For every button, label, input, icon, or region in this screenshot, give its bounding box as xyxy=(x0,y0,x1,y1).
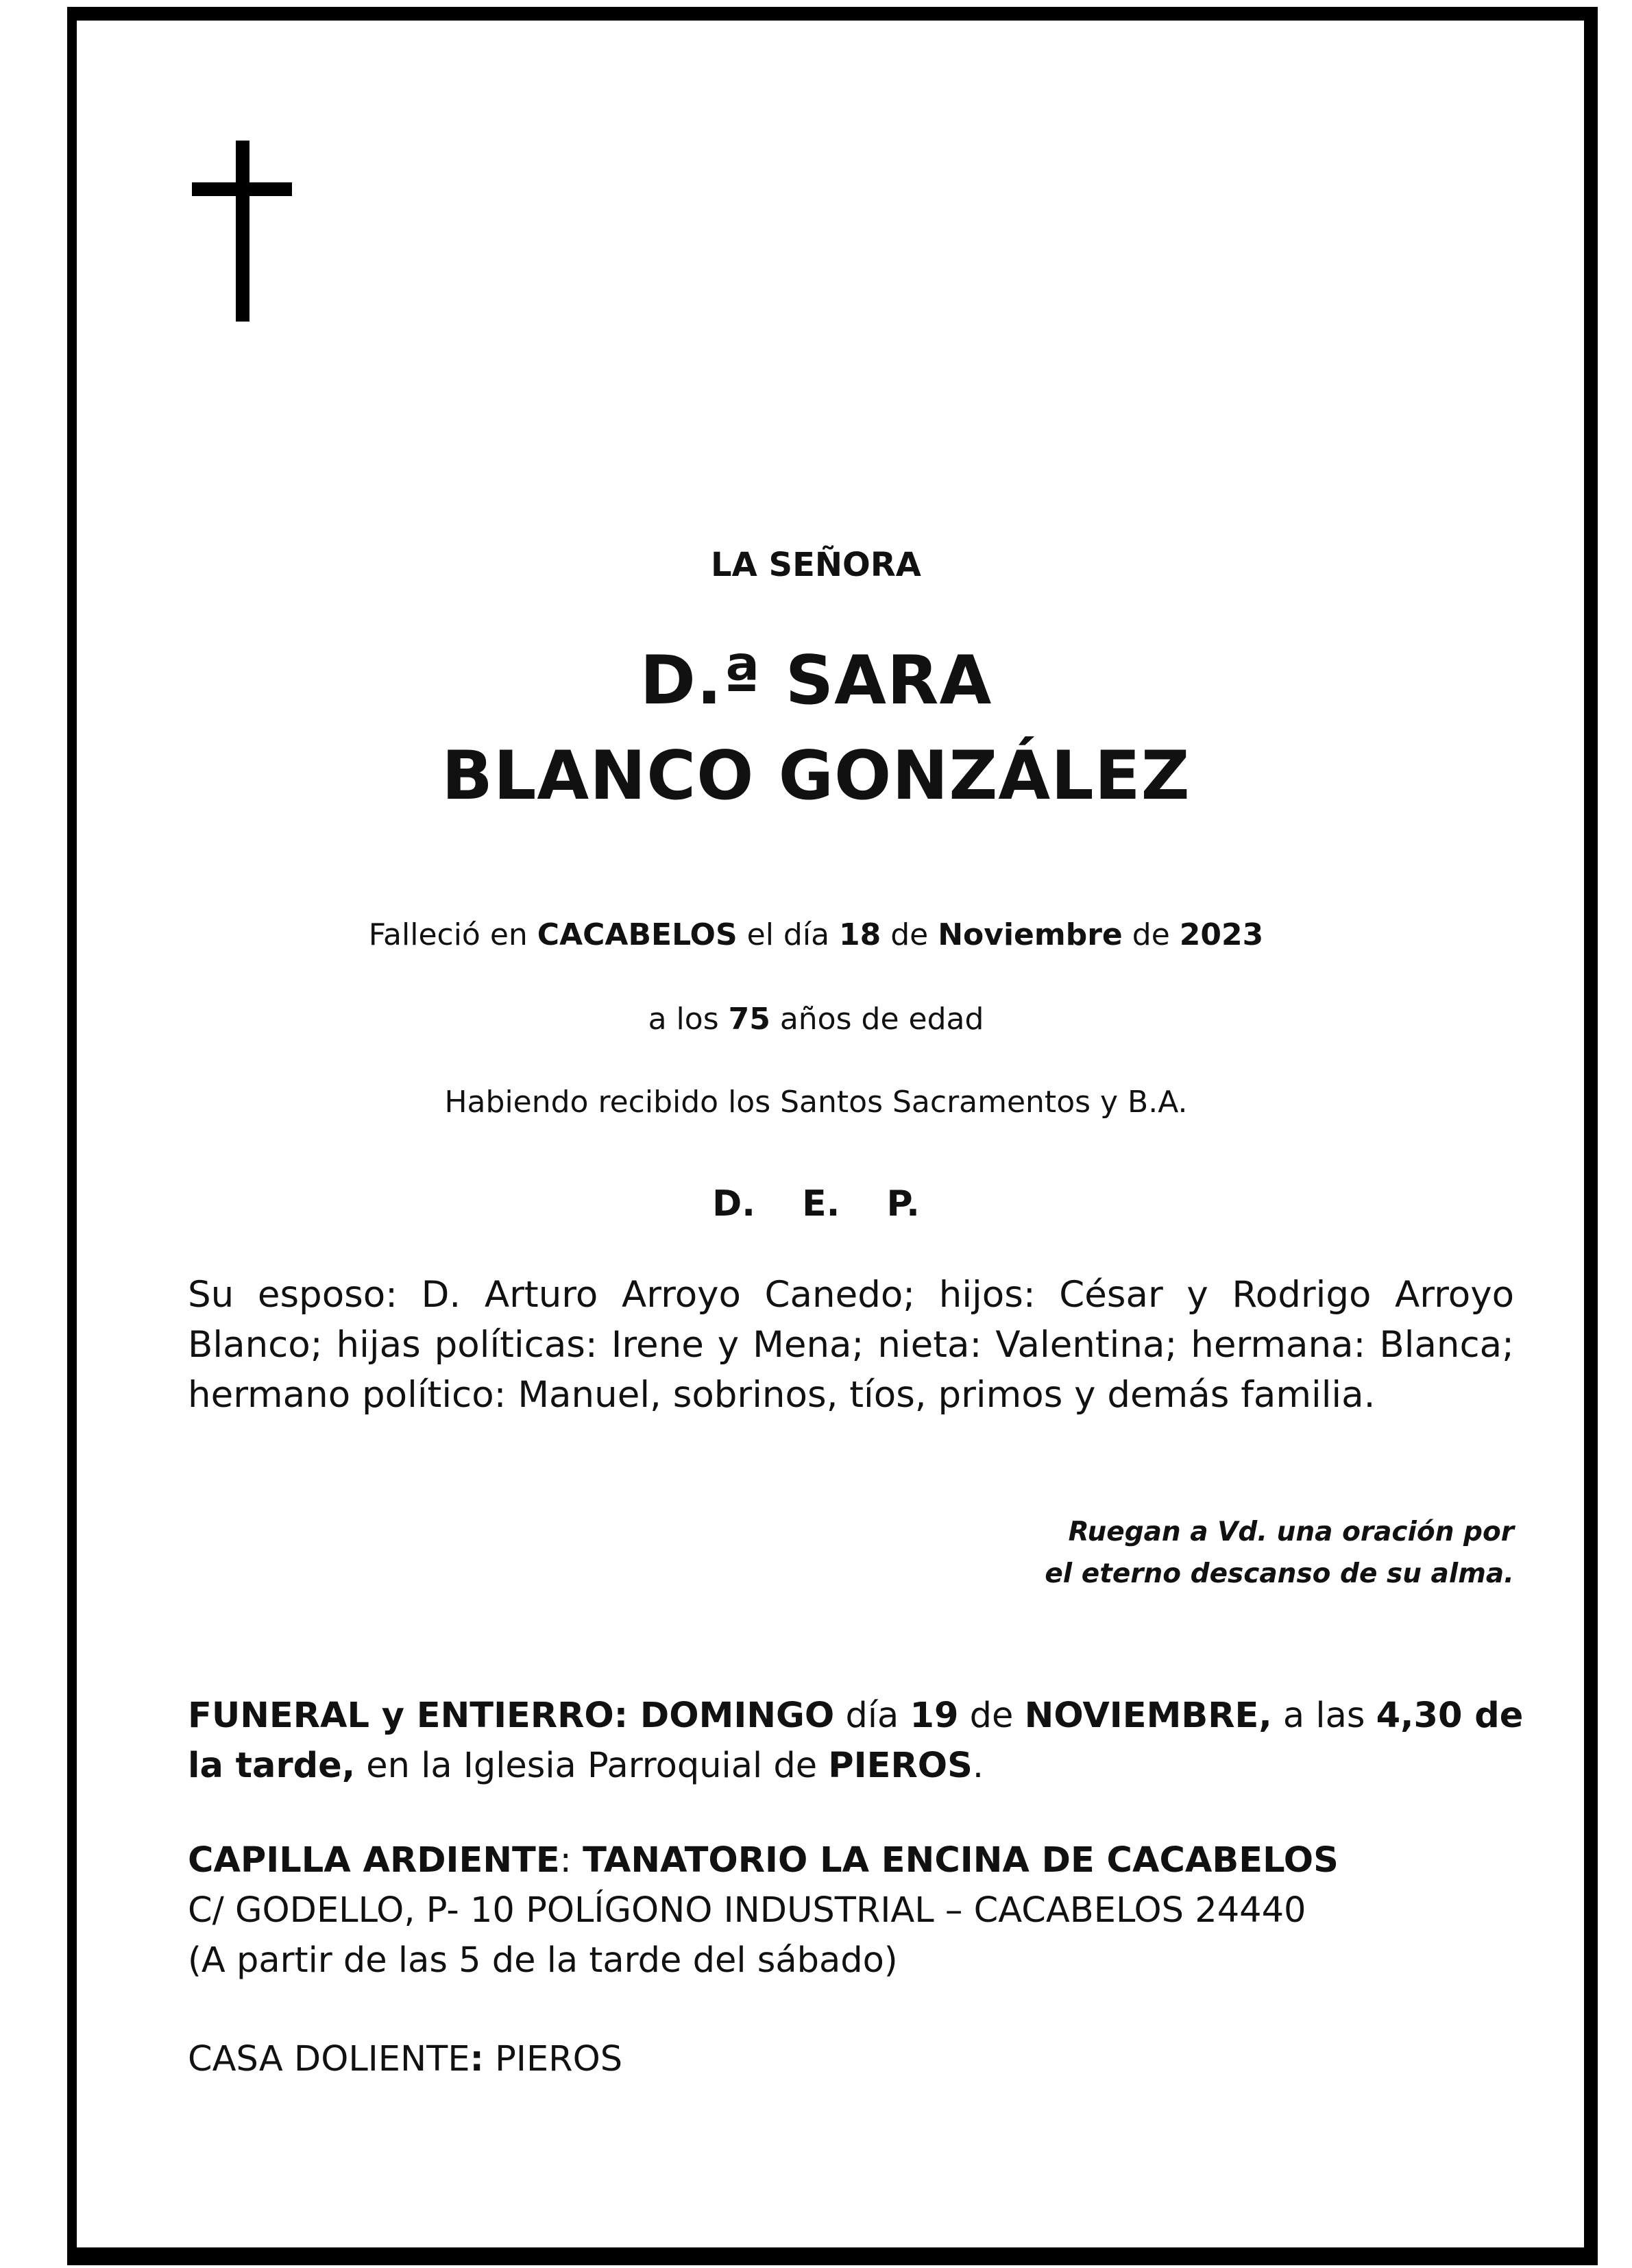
dep-text: D. E. P. xyxy=(712,1183,920,1225)
header-title: LA SEÑORA xyxy=(711,546,921,584)
prayer-line1: Ruegan a Vd. una oración por xyxy=(1068,1517,1514,1547)
family-text: Su esposo: D. Arturo Arroyo Canedo; hijos: César y Rodrigo Arroyo Blanco; hijas políticas: Irene y Mena; nieta: Valentina; hermana: Blanca; hermano político: Manuel, sobrinos, tíos, primos y demás familia. xyxy=(188,1274,1514,1416)
deceased-name-line2: BLANCO GONZÁLEZ xyxy=(441,737,1191,815)
chapel-note: (A partir de las 5 de la tarde del sábado) xyxy=(188,1940,898,1981)
funeral-info: FUNERAL y ENTIERRO: DOMINGO día 19 de NOVIEMBRE, a las 4,30 de la tarde, en la Iglesia Parroquial de PIEROS. xyxy=(188,1696,1524,1786)
prayer-request xyxy=(829,1511,1514,1595)
death-info: Falleció en CACABELOS el día 18 de Noviembre de 2023 xyxy=(368,917,1264,952)
chapel-info xyxy=(188,1835,1535,1986)
deceased-name-line1: D.ª SARA xyxy=(640,642,992,720)
sacraments-text: Habiendo recibido los Santos Sacramentos y B.A. xyxy=(444,1085,1188,1120)
chapel-title: CAPILLA ARDIENTE: TANATORIO LA ENCINA DE CACABELOS xyxy=(188,1840,1339,1881)
chapel-address: C/ GODELLO, P- 10 POLÍGONO INDUSTRIAL – CACABELOS 24440 xyxy=(188,1890,1306,1931)
prayer-line2: el eterno descanso de su alma. xyxy=(1045,1558,1514,1589)
mourning-house: CASA DOLIENTE: PIEROS xyxy=(188,2039,623,2079)
age-info: a los 75 años de edad xyxy=(648,1002,984,1037)
